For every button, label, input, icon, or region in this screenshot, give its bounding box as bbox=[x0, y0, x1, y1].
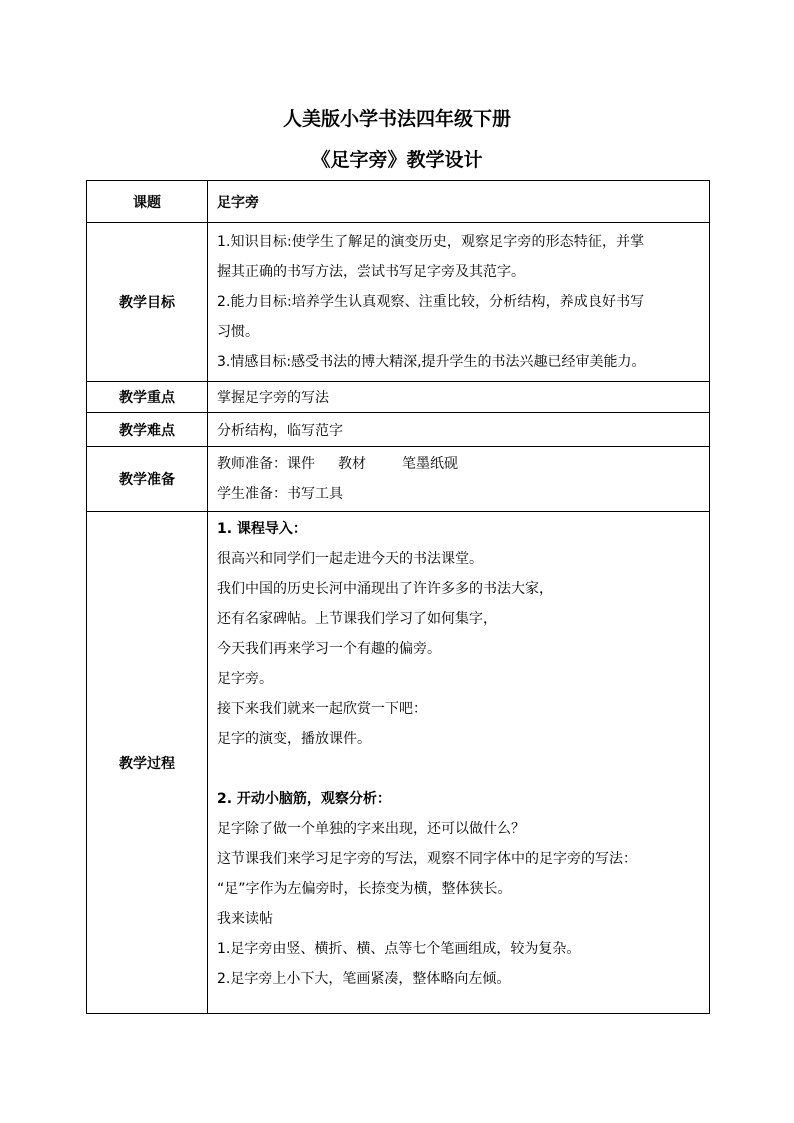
difficulty-value: 分析结构，临写范字 bbox=[208, 413, 710, 447]
preparation-content bbox=[208, 447, 710, 512]
process-content bbox=[208, 512, 710, 1014]
topic-value: 足字旁 bbox=[208, 181, 710, 223]
process-line: 我们中国的历史长河中涌现出了许许多多的书法大家， bbox=[217, 581, 553, 597]
process-line: 今天我们再来学习一个有趣的偏旁。 bbox=[217, 641, 441, 657]
teacher-preparation-item: 笔墨纸砚 bbox=[402, 456, 458, 472]
section-spacer bbox=[217, 754, 705, 784]
objective-line: 握其正确的书写方法，尝试书写足字旁及其范字。 bbox=[217, 264, 525, 280]
objective-line: 2.能力目标:培养学生认真观察、注重比较，分析结构，养成良好书写 bbox=[217, 294, 645, 310]
row-preparation bbox=[87, 447, 710, 512]
topic-label: 课题 bbox=[87, 181, 208, 223]
teacher-preparation bbox=[217, 449, 705, 479]
row-key-point bbox=[87, 382, 710, 413]
objective-line: 3.情感目标:感受书法的博大精深,提升学生的书法兴趣已经审美能力。 bbox=[217, 354, 646, 370]
objectives-content bbox=[208, 223, 710, 382]
lesson-plan-table bbox=[86, 180, 710, 1014]
process-line: 足字旁。 bbox=[217, 671, 273, 687]
process-line: 接下来我们就来一起欣赏一下吧： bbox=[217, 701, 427, 717]
objective-line: 习惯。 bbox=[217, 324, 259, 340]
objectives-label: 教学目标 bbox=[87, 223, 208, 382]
process-line: 这节课我们来学习足字旁的写法，观察不同字体中的足字旁的写法： bbox=[217, 851, 637, 867]
student-preparation: 学生准备：书写工具 bbox=[217, 486, 343, 502]
row-difficulty bbox=[87, 413, 710, 447]
process-line: “足”字作为左偏旁时，长捺变为横，整体狭长。 bbox=[217, 881, 512, 897]
preparation-label: 教学准备 bbox=[87, 447, 208, 512]
process-line: 我来读帖 bbox=[217, 911, 273, 927]
row-topic bbox=[87, 181, 710, 223]
row-objectives bbox=[87, 223, 710, 382]
process-label: 教学过程 bbox=[87, 512, 208, 1014]
teacher-preparation-item: 教材 bbox=[338, 456, 366, 472]
document-subtitle: 《足字旁》教学设计 bbox=[311, 149, 483, 171]
process-line: 足字除了做一个单独的字来出现，还可以做什么？ bbox=[217, 821, 525, 837]
document-title: 人美版小学书法四年级下册 bbox=[282, 108, 511, 130]
key-point-label: 教学重点 bbox=[87, 382, 208, 413]
teacher-preparation-label: 教师准备：课件 bbox=[217, 456, 315, 472]
row-process bbox=[87, 512, 710, 1014]
process-line: 2.足字旁上小下大，笔画紧凑，整体略向左倾。 bbox=[217, 971, 511, 987]
key-point-value: 掌握足字旁的写法 bbox=[208, 382, 710, 413]
section-heading: 2. 开动小脑筋，观察分析： bbox=[217, 791, 391, 807]
objective-line: 1.知识目标:使学生了解足的演变历史，观察足字旁的形态特征，并掌 bbox=[217, 234, 645, 250]
process-line: 很高兴和同学们一起走进今天的书法课堂。 bbox=[217, 551, 483, 567]
process-line: 1.足字旁由竖、横折、横、点等七个笔画组成，较为复杂。 bbox=[217, 941, 581, 957]
section-heading: 1. 课程导入： bbox=[217, 521, 307, 537]
process-line: 足字的演变，播放课件。 bbox=[217, 731, 371, 747]
process-line: 还有名家碑帖。上节课我们学习了如何集字， bbox=[217, 611, 497, 627]
difficulty-label: 教学难点 bbox=[87, 413, 208, 447]
